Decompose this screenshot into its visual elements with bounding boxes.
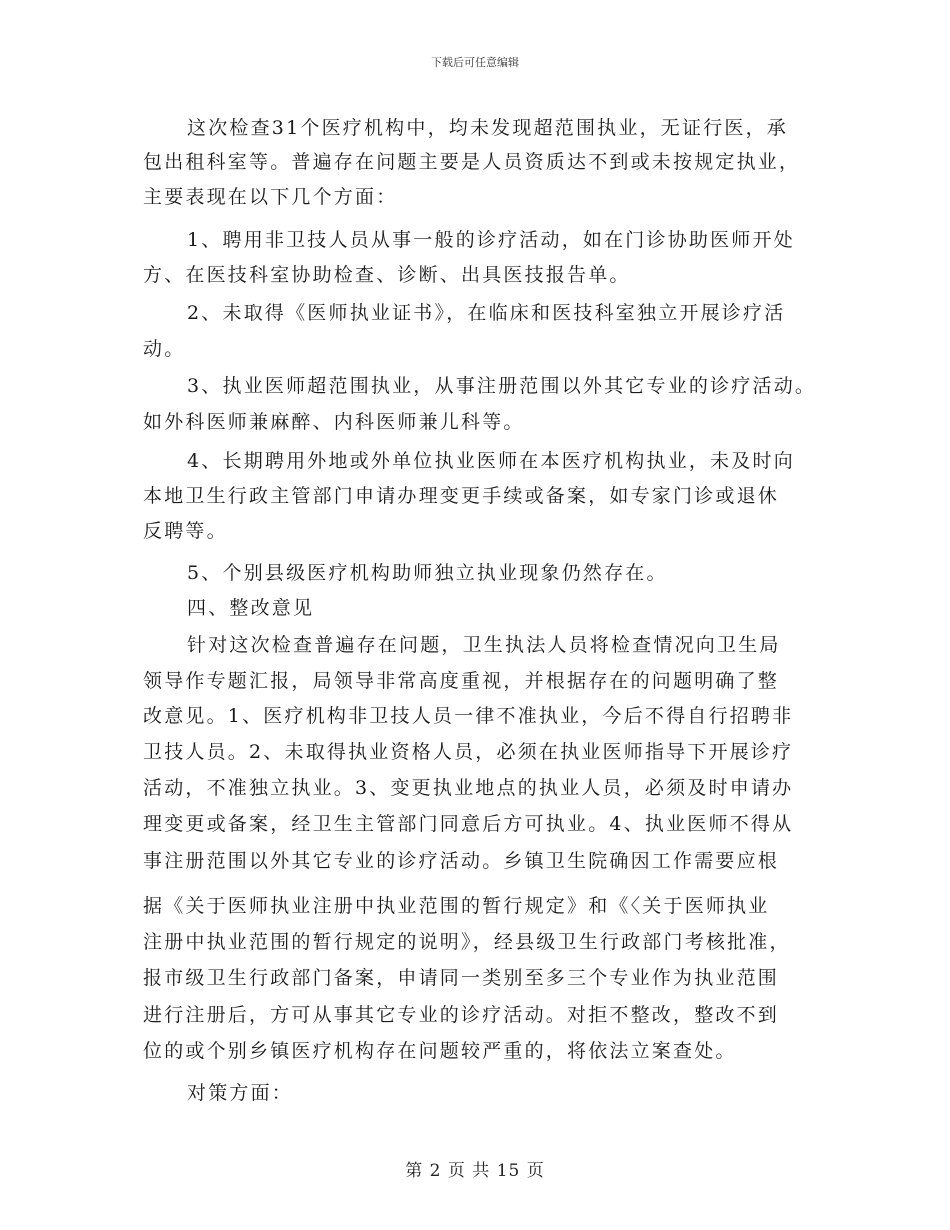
- text-line: 动。: [143, 338, 186, 360]
- text-line: 改意见。1、医疗机构非卫技人员一律不准执业，今后不得自行招聘非: [143, 705, 794, 727]
- text-line: 卫技人员。2、未取得执业资格人员，必须在执业医师指导下开展诊疗: [143, 741, 794, 763]
- text-line: 3、执业医师超范围执业，从事注册范围以外其它专业的诊疗活动。: [187, 375, 817, 397]
- text-line: 反聘等。: [143, 520, 228, 542]
- text-line: 针对这次检查普遍存在问题，卫生执法人员将检查情况向卫生局: [187, 634, 781, 656]
- text-line: 理变更或备案，经卫生主管部门同意后方可执业。4、执业医师不得从: [143, 813, 794, 835]
- text-line: 方、在医技科室协助检查、诊断、出具医技报告单。: [143, 264, 631, 286]
- text-line: 1、聘用非卫技人员从事一般的诊疗活动，如在门诊协助医师开处: [187, 229, 795, 251]
- text-line: 领导作专题汇报，局领导非常高度重视，并根据存在的问题明确了整: [143, 670, 780, 692]
- text-line: 对策方面：: [187, 1082, 294, 1104]
- text-line: 如外科医师兼麻醉、内科医师兼儿科等。: [143, 411, 525, 433]
- text-line: 事注册范围以外其它专业的诊疗活动。乡镇卫生院确因工作需要应根: [143, 850, 780, 872]
- text-line: 注册中执业范围的暂行规定的说明》，经县级卫生行政部门考核批准，: [143, 931, 791, 953]
- section-heading: 四、整改意见: [187, 597, 315, 619]
- text-line: 2、未取得《医师执业证书》，在临床和医技科室独立开展诊疗活: [187, 302, 786, 324]
- text-line: 位的或个别乡镇医疗机构存在问题较严重的，将依法立案查处。: [143, 1040, 737, 1062]
- text-line: 活动，不准独立执业。3、变更执业地点的执业人员，必须及时申请办: [143, 777, 794, 799]
- text-line: 主要表现在以下几个方面：: [143, 186, 398, 208]
- text-line: 本地卫生行政主管部门申请办理变更手续或备案，如专家门诊或退休: [143, 485, 780, 507]
- page-header: 下载后可任意编辑: [431, 56, 519, 69]
- text-line: 包出租科室等。普遍存在问题主要是人员资质达不到或未按规定执业，: [143, 151, 801, 173]
- text-line: 这次检查31个医疗机构中，均未发现超范围执业，无证行医，承: [187, 117, 788, 139]
- page-number-footer: 第 2 页 共 15 页: [405, 1161, 545, 1181]
- text-line: 报市级卫生行政部门备案，申请同一类别至多三个专业作为执业范围: [143, 967, 780, 989]
- text-line: 据《关于医师执业注册中执业范围的暂行规定》和《〈关于医师执业: [143, 895, 770, 917]
- text-line: 4、长期聘用外地或外单位执业医师在本医疗机构执业，未及时向: [187, 450, 795, 472]
- text-line: 5、个别县级医疗机构助师独立执业现象仍然存在。: [187, 562, 668, 584]
- text-line: 进行注册后，方可从事其它专业的诊疗活动。对拒不整改，整改不到: [143, 1004, 780, 1026]
